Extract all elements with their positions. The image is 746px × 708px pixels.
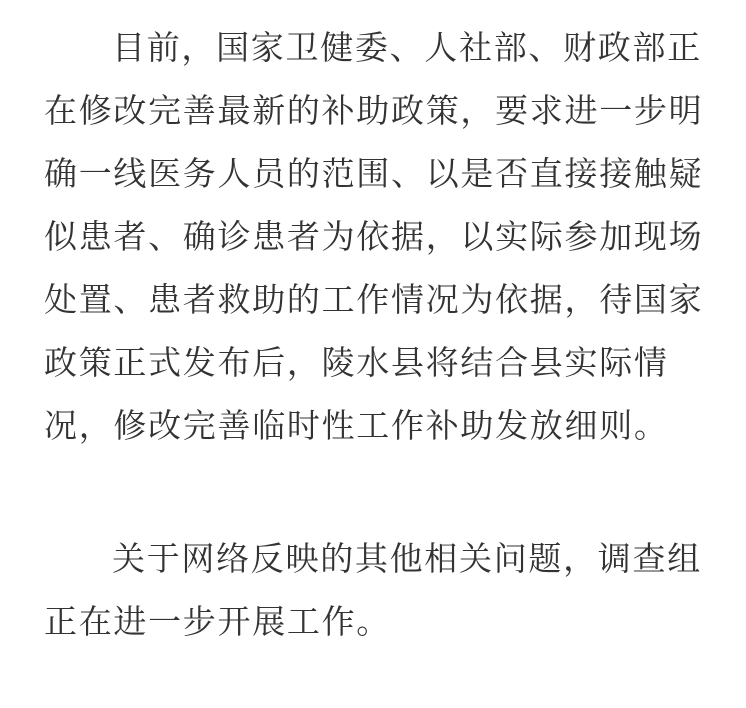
text-line: 关于网络反映的其他相关问题，调查组 xyxy=(112,539,702,578)
text-line: 似患者、确诊患者为依据，以实际参加现场 xyxy=(44,217,704,256)
text-line: 政策正式发布后，陵水县将结合县实际情 xyxy=(44,343,669,382)
text-line: 确一线医务人员的范围、以是否直接接触疑 xyxy=(44,154,704,193)
paragraph-gap xyxy=(44,457,746,527)
paragraph-subsidy-policy xyxy=(44,16,746,457)
text-line: 目前，国家卫健委、人社部、财政部正 xyxy=(112,28,702,67)
text-line: 在修改完善最新的补助政策，要求进一步明 xyxy=(44,91,704,130)
paragraph-investigation xyxy=(44,527,746,653)
text-line: 况，修改完善临时性工作补助发放细则。 xyxy=(44,406,669,445)
text-line: 处置、患者救助的工作情况为依据，待国家 xyxy=(44,280,704,319)
text-line: 正在进一步开展工作。 xyxy=(44,602,391,641)
